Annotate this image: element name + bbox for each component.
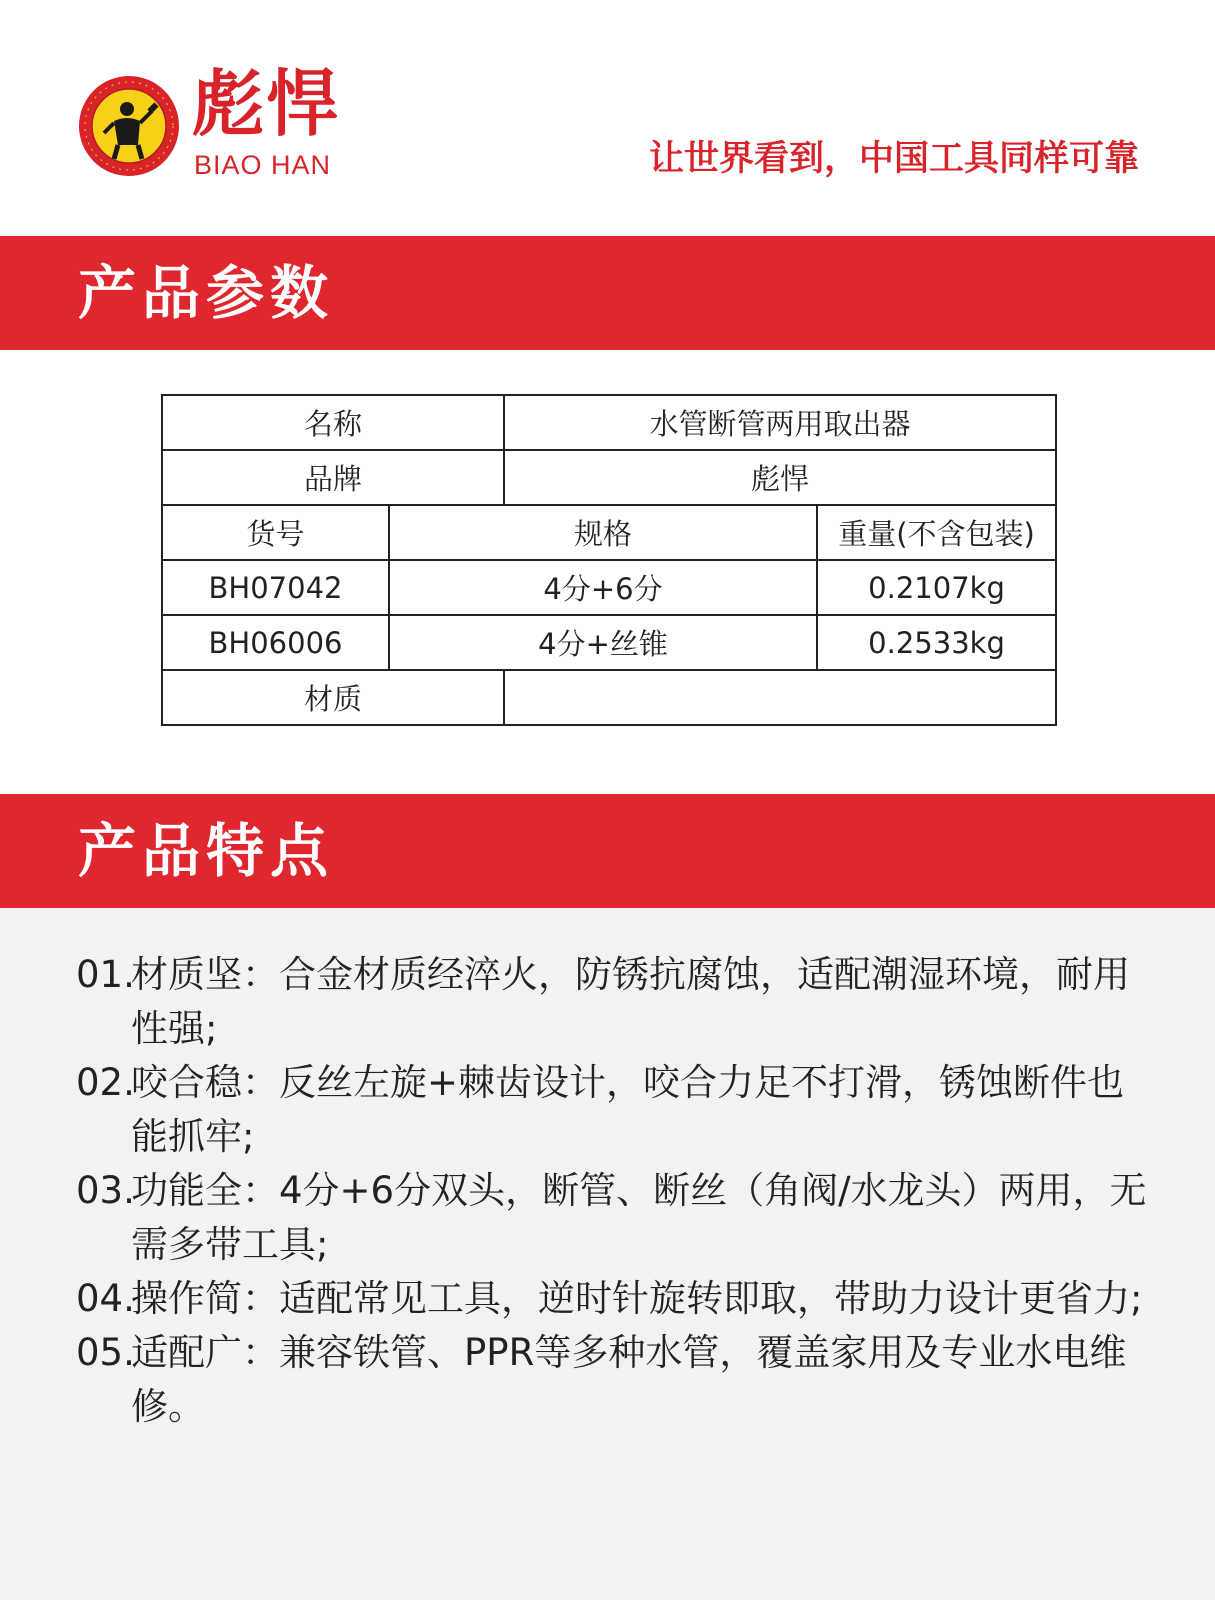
list-item — [76, 1056, 1156, 1164]
feature-number: 02. — [76, 1061, 135, 1104]
feature-text: 功能全：4分+6分双头，断管、断丝（角阀/水龙头）两用，无需多带工具; — [131, 1169, 1147, 1266]
craftsman-emblem-icon — [78, 75, 180, 177]
feature-text: 操作简：适配常见工具，逆时针旋转即取，带助力设计更省力; — [131, 1277, 1143, 1320]
table-row — [162, 670, 1056, 725]
feature-number: 05. — [76, 1331, 135, 1374]
name-label: 名称 — [162, 395, 504, 450]
features-list — [76, 948, 1156, 1434]
brand-label: 品牌 — [162, 450, 504, 505]
brand-name-en: BIAO HAN — [194, 150, 332, 180]
material-value — [504, 670, 1056, 725]
cell-item-no: BH06006 — [162, 615, 389, 670]
spec-table — [161, 394, 1057, 726]
brand-value: 彪悍 — [504, 450, 1056, 505]
feature-number: 04. — [76, 1277, 135, 1320]
slogan: 让世界看到，中国工具同样可靠 — [648, 139, 1139, 179]
params-section-header — [0, 236, 1215, 350]
cell-weight: 0.2107kg — [817, 560, 1056, 615]
feature-text: 适配广：兼容铁管、PPR等多种水管，覆盖家用及专业水电维修。 — [131, 1331, 1127, 1428]
cell-item-no: BH07042 — [162, 560, 389, 615]
header-item-no: 货号 — [162, 505, 389, 560]
list-item — [76, 1326, 1156, 1434]
spec-area — [0, 350, 1215, 794]
cell-spec: 4分+6分 — [389, 560, 817, 615]
feature-text: 材质坚：合金材质经淬火，防锈抗腐蚀，适配潮湿环境，耐用性强; — [131, 953, 1130, 1050]
table-row — [162, 560, 1056, 615]
list-item — [76, 948, 1156, 1056]
table-row — [162, 615, 1056, 670]
features-section-title: 产品特点 — [78, 817, 335, 885]
feature-text: 咬合稳：反丝左旋+棘齿设计，咬合力足不打滑，锈蚀断件也能抓牢; — [131, 1061, 1125, 1158]
features-area — [0, 908, 1215, 1600]
list-item — [76, 1272, 1156, 1326]
cell-weight: 0.2533kg — [817, 615, 1056, 670]
header-spec: 规格 — [389, 505, 817, 560]
features-section-header — [0, 794, 1215, 908]
brand-name-cn: 彪悍 — [192, 61, 341, 146]
feature-number: 01. — [76, 953, 135, 996]
name-value: 水管断管两用取出器 — [504, 395, 1056, 450]
table-row — [162, 450, 1056, 505]
table-header-row — [162, 505, 1056, 560]
header-weight: 重量(不含包装) — [817, 505, 1056, 560]
params-section-title: 产品参数 — [78, 259, 335, 327]
list-item — [76, 1164, 1156, 1272]
header — [0, 0, 1215, 236]
material-label: 材质 — [162, 670, 504, 725]
cell-spec: 4分+丝锥 — [389, 615, 817, 670]
feature-number: 03. — [76, 1169, 135, 1212]
table-row — [162, 395, 1056, 450]
